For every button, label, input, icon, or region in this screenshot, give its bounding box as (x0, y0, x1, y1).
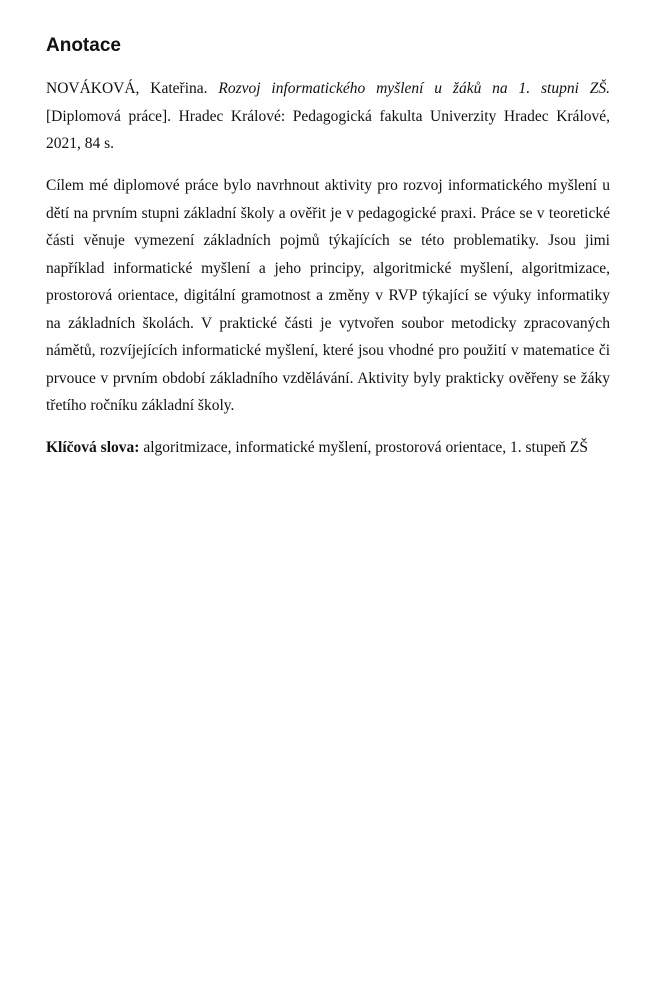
abstract-paragraph: Cílem mé diplomové práce bylo navrhnout aktivity pro rozvoj informatického myšlení u dětí na prvním stupni základní školy a ověřit je v pedagogické praxi. Práce se v teoretické části věnuje vymezení základních pojmů týkajících se této problematiky. Jsou jimi například informatické myšlení a jeho principy, algoritmické myšlení, algoritmizace, prostorová orientace, digitální gramotnost a změny v RVP týkající se výuky informatiky na základních školách. V praktické části je vytvořen soubor metodicky zpracovaných námětů, rozvíjejících informatické myšlení, které jsou vhodné pro použití v matematice či prvouce v prvním období základního vzdělávání. Aktivity byly prakticky ověřeny se žáky třetího ročníku základní školy. (46, 177, 610, 414)
citation-title: Rozvoj informatického myšlení u žáků na 1. stupni ZŠ. (218, 80, 611, 97)
keywords-paragraph (46, 434, 610, 462)
keywords-value: algoritmizace, informatické myšlení, prostorová orientace, 1. stupeň ZŠ (139, 439, 588, 456)
keywords-label: Klíčová slova: (46, 439, 140, 456)
citation-paragraph (46, 75, 610, 158)
page-title: Anotace (46, 35, 121, 56)
citation-details: [Diplomová práce]. Hradec Králové: Pedagogická fakulta Univerzity Hradec Králové, 2021, 84 s. (46, 107, 610, 152)
citation-author: NOVÁKOVÁ, Kateřina. (46, 80, 219, 97)
